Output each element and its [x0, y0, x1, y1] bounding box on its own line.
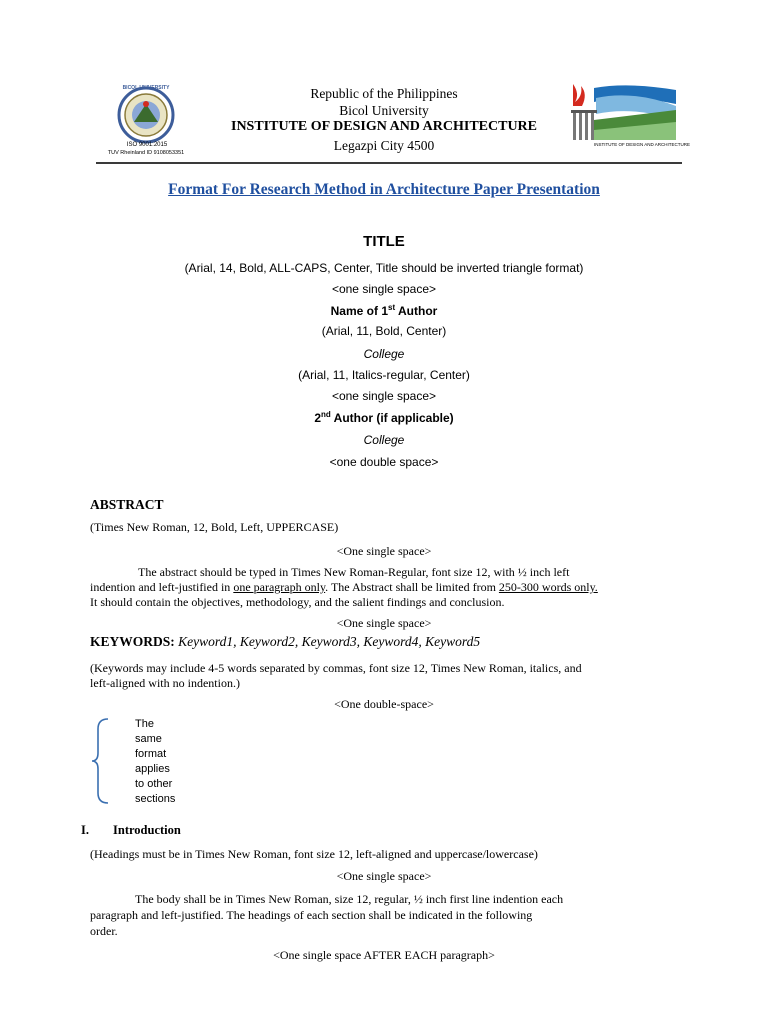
abstract-format-note: (Times New Roman, 12, Bold, Left, UPPERCASE)	[90, 520, 339, 534]
body-para-line2: paragraph and left-justified. The headings of each section shall be indicated in the following	[90, 908, 533, 922]
keywords-note-line1: (Keywords may include 4-5 words separated by commas, font size 12, Times New Roman, italics, and	[90, 661, 582, 675]
abstract-para-line2	[90, 580, 598, 595]
section-single-space: <One single space>	[336, 869, 432, 883]
body-para-line1: The body shall be in Times New Roman, size 12, regular, ½ inch first line indention each	[135, 892, 564, 906]
section-title: Introduction	[113, 823, 181, 837]
body-para-line3: order.	[90, 924, 118, 938]
side-note-line: same	[135, 733, 162, 745]
abstract-para-line3: It should contain the objectives, methodology, and the salient findings and conclusion.	[90, 595, 505, 609]
keywords-line	[90, 634, 480, 650]
title-format-note: (Arial, 14, Bold, ALL-CAPS, Center, Title should be inverted triangle format)	[184, 261, 584, 275]
keywords-values: Keyword1, Keyword2, Keyword3, Keyword4, Keyword5	[174, 634, 481, 649]
college-format-note: (Arial, 11, Italics-regular, Center)	[298, 368, 470, 382]
after-paragraph-note: <One single space AFTER EACH paragraph>	[273, 948, 495, 962]
abstract-space-after: <One single space>	[336, 616, 432, 630]
format-title	[0, 181, 768, 199]
header-divider	[96, 162, 682, 164]
ida-logo	[568, 80, 691, 156]
author2-number: 2	[314, 411, 321, 425]
ida-logo-caption: INSTITUTE OF DESIGN AND ARCHITECTURE	[594, 142, 691, 147]
bicol-university-logo	[96, 82, 196, 162]
abstract-space-before: <One single space>	[336, 544, 432, 558]
college2: College	[363, 433, 405, 447]
keywords-label: KEYWORDS:	[90, 634, 175, 649]
city-line: Legazpi City 4500	[333, 138, 435, 153]
side-note-line: format	[135, 748, 167, 760]
college1: College	[363, 347, 405, 361]
author1-label: Author	[395, 304, 438, 318]
single-space-note-2: <one single space>	[331, 389, 437, 403]
author2-ordinal: nd	[321, 410, 331, 419]
tuv-label: TUV Rheinland ID 9108053351	[107, 150, 185, 156]
keywords-double-space: <One double-space>	[334, 697, 434, 711]
title-heading: TITLE	[363, 233, 405, 250]
author2-label: Author (if applicable)	[330, 411, 454, 425]
seal-ring-text: BICOL UNIVERSITY	[122, 85, 170, 91]
author2-name	[0, 410, 768, 425]
author1-name-text: Name of 1	[330, 304, 388, 318]
single-space-note-1: <one single space>	[331, 282, 437, 296]
curly-bracket-icon	[90, 717, 112, 805]
format-title-text: Format For Research Method in Architecture Paper Presentation	[168, 181, 600, 198]
abstract-para-line1: The abstract should be typed in Times New Roman-Regular, font size 12, with ½ inch left	[138, 565, 570, 579]
section-number: I.	[81, 823, 89, 837]
institute-line: INSTITUTE OF DESIGN AND ARCHITECTURE	[231, 119, 537, 134]
one-paragraph-emphasis: one paragraph only	[233, 580, 326, 594]
side-note	[135, 717, 175, 807]
author1-name	[0, 303, 768, 318]
author1-format-note: (Arial, 11, Bold, Center)	[321, 324, 447, 338]
republic-line: Republic of the Philippines	[310, 86, 458, 101]
abstract-heading: ABSTRACT	[90, 497, 164, 512]
side-note-line: sections	[135, 793, 176, 805]
side-note-line: The	[135, 718, 154, 730]
author1-ordinal: st	[388, 303, 396, 312]
word-limit-emphasis: 250-300 words only.	[498, 580, 598, 594]
abstract-line2-text-b: . The Abstract shall be limited from	[325, 580, 499, 594]
keywords-note-line2: left-aligned with no indention.)	[90, 676, 240, 690]
abstract-line2-text-a: indention and left-justified in	[90, 580, 234, 594]
iso-label: ISO 9001:2015	[126, 142, 168, 148]
side-note-line: applies	[135, 763, 170, 775]
university-line: Bicol University	[339, 103, 429, 118]
heading-format-note: (Headings must be in Times New Roman, font size 12, left-aligned and uppercase/lowercase)	[90, 847, 538, 861]
double-space-note: <one double space>	[329, 455, 439, 469]
side-note-line: to other	[135, 778, 173, 790]
